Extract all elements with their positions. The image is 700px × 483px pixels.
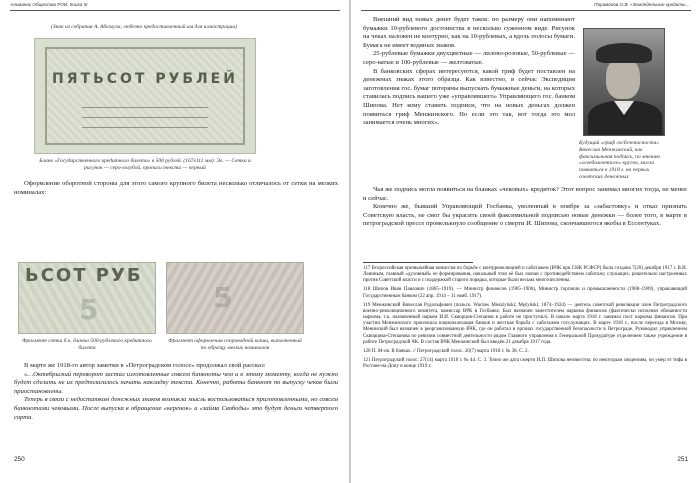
paragraph-1: В марте же 1918-го автор заметки в «Петроградском голосе» продолжал свой рассказ: bbox=[24, 362, 266, 369]
footnote-121: 121 Петроградский голос. 27(14) марта 1918 г. № 44. С. 3. Точно же дата смерти И.П. Шипова неизвестна; по некоторым сведениям, он умер от тифа в Ростове-на-Дону в конце 1919 г. bbox=[363, 357, 687, 370]
footnote-rule bbox=[363, 262, 473, 263]
page-number-left: 250 bbox=[14, 456, 25, 463]
portrait-caption: Будущий «гриф госбезопасности» Вячеслав Менжинский, как факсимильная подпись, по мнению «осведомленного» кругов, могла появиться в 1918 г. на первых советских денежных bbox=[579, 140, 661, 180]
running-head-rule bbox=[10, 10, 340, 11]
figure1-caption: Бланк «Государственного кредитного билета» в 500 рублей. (167х111 мм). Эл. — Сетка и рисунок — серо-голубой, прописи текста — черный bbox=[39, 158, 251, 171]
portrait-face bbox=[606, 57, 640, 99]
column-para-4: Чья же подпись могла появиться на бланках «чековых» кредиток? Этот вопрос занимал многих тогда, не менее и сейчас. bbox=[363, 186, 687, 202]
paragraph-2: Теперь в связи с недостатком денежных знаков возникла мысль воспользоваться приготовленными, но совсем банкнотами чековыми. После выпуска в обращение «керенок» и «займа Свободы» это будут деньги четвертого сорта. bbox=[14, 396, 338, 421]
right-column-text bbox=[363, 16, 575, 128]
footnote-120: 120 П. М-ов. В банках. // Петроградский голос. 20(7) марта 1918 г. № 38. С. 2. bbox=[363, 348, 529, 354]
intro-paragraph bbox=[14, 180, 338, 197]
running-head-rule bbox=[361, 10, 691, 11]
footnote-119: 119 Менжинский Вячеслав Рудольфович (польск. Wacław Mienżyński; Mężyński; 1874–1934) — деятель советской революции член Петроградского военно-революционного комитета, комиссар ВРК в Госбанке. Был назначен заместителем наркома финансов (фактически исполнял обязанности наркома, т.к. назначенный нарком И.И. Скворцов-Степанов в работе не приступил). В начале марта 1918 г. занимал пост наркома финансов. При участии Менжинского произошла национализация банков и жесткая борьба с саботажем госслужащих. В марте 1918 г., после переезда в Москву, Менинский был назначен в реорганизованную ВЧК, где он работал в органах государственной безопасности в Петрограде. Руководил управлением Скворцова-Степанова по ревизии совместной деятельности рядом Главного управления к Генеральной Прокуратуре отделением также учреждение в работе Петроградской ЧК. В состав ВЧК Менжинский был введён 21 декабря 1917 года. bbox=[363, 302, 687, 345]
portrait-cap bbox=[596, 43, 652, 63]
quote-paragraph: «…Октябрьский переворот застал изготовленные совсем банкноты чем и к этому моменту, когда не нужно будет сделать не их предполагалось начать накладку текста. Конечно, работы банкнот по выпуску чеков были приостановлены. bbox=[14, 370, 338, 395]
column-para-2: 25-рублевые бумажки двухцветные — лилово-розовые, 50-рублевые — серо-ватые и 100-рублевые — желтоватые. bbox=[363, 50, 575, 66]
left-body-text bbox=[14, 362, 338, 422]
footnote-118: 118 Шипов Иван Павлович (1865–1919). — Министр финансов (1905–1906), Министр торговли и промышленности (1908–1909), управляющий Государственным банком (22 апр. 1914 – 11 нояб. 1917). bbox=[363, 287, 687, 299]
right-body-text bbox=[363, 186, 687, 229]
left-page bbox=[0, 0, 349, 483]
running-head-right: Парамонов О.В. «Земледельные кредиты… bbox=[594, 2, 690, 7]
banknote-line bbox=[82, 117, 207, 118]
banknote-illustration bbox=[34, 38, 256, 154]
watermark-digit: 5 bbox=[213, 281, 233, 314]
banknote-line bbox=[82, 107, 207, 108]
page-number-right: 251 bbox=[677, 456, 688, 463]
fragment-image-b bbox=[166, 262, 304, 334]
portrait-photo bbox=[583, 28, 665, 136]
column-para-5: Конечно же, бывший Управляющий Госбанка, уволенный в ноябре за «забастовку» и отказ признать Советскую власть, не смог бы украсить своей факсимильной подписью новые денежки — более того, в марте в петроградской прессе промелькнуло сообщение о смерти И. Шипова, скончавшегося якобы в Ессентуках. bbox=[363, 203, 687, 228]
running-head-left: Альманах Общества РОИ. Книга III bbox=[10, 2, 88, 7]
figure1-caption-top: (Знак из собрания А. Абезауза, любезно предоставленный им для иллюстрации) bbox=[51, 24, 237, 30]
footnote-117: 117 Всероссийская чрезвычайная комиссия по борьбе с контрреволюцией и саботажем (ВЧК при СНК РСФСР) была создана 7(20) декабря 1917 г. В.И. Лениным, главный «духовный» ее формирования, начальный этап её был связан с противодействием саботажу служащих, решительно настроенных против Советской власти и с поддержкой старого порядка, которые были весьма многочисленны. bbox=[363, 266, 687, 284]
fragment-b-caption: Фрагмент оформления сопроводной копии, выполненный по образцу мелких номиналов bbox=[168, 338, 302, 351]
fragment-a-caption: Фрагмент сетки б.к. бланка 500-рублевого кредитного билета bbox=[22, 338, 152, 351]
fragment-a-title: ЬСОТ РУБ bbox=[25, 265, 143, 286]
footnotes bbox=[363, 266, 687, 373]
column-para-1: Внешний вид новых денег будет таков: по размеру они напоминают бумажки 10-рублевого достоинства в несколько суженном виде. Рисунок на чеках наложен не контурно, как на 10-рублевых, а вдоль полосы бумаги. Бумага не имеет водяных знаков. bbox=[363, 16, 575, 49]
fragment-image-a bbox=[18, 262, 156, 334]
banknote-frame bbox=[45, 47, 245, 145]
right-page bbox=[351, 0, 700, 483]
intro-text: Оформление оборотной стороны для этого самого крупного билета несколько отличалось от сетки на мелких номиналах: bbox=[14, 180, 338, 196]
banknote-line bbox=[82, 127, 207, 128]
banknote-title: ПЯТЬСОТ РУБЛЕЙ bbox=[52, 71, 238, 87]
watermark-digit: 5 bbox=[79, 293, 99, 326]
column-para-3: В банковских сферах интересуются, какой гриф будет поставлен на денежных знаках этого образца. Как известно, в сейчас Экспедиция заготовления гос. бумаг потеряны выпускать бумажные деньги, на которых ставилась подпись вашего уже «управлявшего» Управляющего гос. банком Шипова. Нет кому ставить подписи, что на новых деньгах должен появиться гриф Менжинского. Но если это так, вот тогда это мол занимается очень многих». bbox=[363, 67, 575, 127]
